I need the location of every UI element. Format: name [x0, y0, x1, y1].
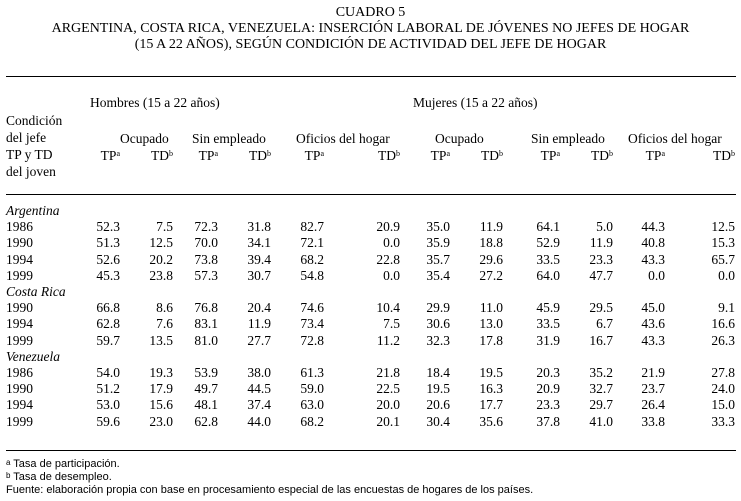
table-cell: 68.2 — [300, 413, 324, 429]
table-cell: 70.0 — [194, 235, 218, 251]
table-cell: 20.4 — [247, 300, 271, 316]
table-cell: 48.1 — [194, 397, 218, 413]
table-cell: 19.5 — [479, 365, 503, 380]
footnote-b-text: Tasa de desempleo. — [10, 471, 112, 483]
td-header — [133, 148, 173, 163]
table-cell: 0.0 — [383, 267, 400, 283]
table-cell: 15.0 — [711, 397, 735, 413]
table-cell: 18.8 — [479, 235, 503, 251]
table-cell: 64.0 — [536, 267, 560, 283]
table-cell: 72.1 — [300, 235, 324, 251]
table-cell: 30.4 — [426, 413, 450, 429]
tp-footnote-mark: a — [446, 149, 450, 158]
table-cell: 7.5 — [156, 219, 173, 235]
table-cell: 57.3 — [194, 267, 218, 283]
footnote-a-text: Tasa de participación. — [10, 458, 120, 470]
header-rule — [6, 194, 736, 195]
td-footnote-mark: b — [169, 149, 173, 158]
table-cell: 54.0 — [96, 365, 120, 380]
table-cell: 59.6 — [96, 413, 120, 429]
table-cell: 20.2 — [149, 251, 173, 267]
table-cell: 62.8 — [194, 413, 218, 429]
table-cell: 16.7 — [589, 332, 613, 348]
table-cell: 23.7 — [641, 381, 665, 397]
table-subtitle: (15 A 22 AÑOS), SEGÚN CONDICIÓN DE ACTIVIDAD DEL JEFE DE HOGAR — [134, 37, 607, 52]
td-label: TD — [378, 148, 396, 163]
table-cell: 35.2 — [589, 365, 613, 380]
table-cell: 81.0 — [194, 332, 218, 348]
table-cell: 11.2 — [376, 332, 400, 348]
table-cell: 21.8 — [376, 365, 400, 380]
table-cell: 15.6 — [149, 397, 173, 413]
row-year: 1999 — [6, 413, 33, 429]
table-cell: 32.7 — [589, 381, 613, 397]
table-cell: 61.3 — [300, 365, 324, 380]
td-header — [695, 148, 735, 163]
men-condition-household: Oficios del hogar — [296, 131, 390, 146]
table-cell: 29.9 — [426, 300, 450, 316]
table-cell: 27.7 — [247, 332, 271, 348]
footnote-a-mark: a — [6, 458, 11, 467]
table-cell: 74.6 — [300, 300, 324, 316]
table-cell: 35.7 — [426, 251, 450, 267]
table-cell: 23.8 — [149, 267, 173, 283]
table-cell: 45.3 — [96, 267, 120, 283]
table-cell: 23.0 — [149, 413, 173, 429]
td-label: TD — [151, 148, 169, 163]
table-cell: 33.3 — [711, 413, 735, 429]
table-cell: 13.5 — [149, 332, 173, 348]
td-header — [573, 148, 613, 163]
table-cell: 17.8 — [479, 332, 503, 348]
td-label: TD — [481, 148, 499, 163]
table-cell: 29.6 — [479, 251, 503, 267]
table-cell: 62.8 — [96, 316, 120, 332]
table-cell: 29.5 — [589, 300, 613, 316]
table-cell: 30.6 — [426, 316, 450, 332]
table-cell: 35.0 — [426, 219, 450, 235]
table-cell: 41.0 — [589, 413, 613, 429]
tp-label: TP — [100, 148, 117, 163]
td-footnote-mark: b — [267, 149, 271, 158]
stub-header-line2: del jefe — [6, 130, 47, 145]
table-cell: 45.0 — [641, 300, 665, 316]
table-cell: 59.7 — [96, 332, 120, 348]
group-header-men: Hombres (15 a 22 años) — [90, 95, 220, 110]
td-label: TD — [591, 148, 609, 163]
table-cell: 35.9 — [426, 235, 450, 251]
td-header — [360, 148, 400, 163]
td-footnote-mark: b — [609, 149, 613, 158]
men-condition-unemployed: Sin empleado — [192, 131, 266, 146]
table-cell: 43.6 — [641, 316, 665, 332]
table-cell: 53.0 — [96, 397, 120, 413]
table-cell: 10.4 — [376, 300, 400, 316]
table-cell: 11.0 — [479, 300, 503, 316]
tp-footnote-mark: a — [556, 149, 560, 158]
tp-header — [284, 148, 324, 163]
table-cell: 6.7 — [596, 316, 613, 332]
row-year: 1999 — [6, 332, 33, 348]
table-cell: 44.0 — [247, 413, 271, 429]
table-cell: 73.8 — [194, 251, 218, 267]
table-cell: 22.5 — [376, 381, 400, 397]
table-cell: 12.5 — [149, 235, 173, 251]
row-year: 1994 — [6, 316, 33, 332]
table-cell: 20.3 — [536, 365, 560, 380]
table-cell: 45.9 — [536, 300, 560, 316]
tp-label: TP — [540, 148, 557, 163]
women-condition-household: Oficios del hogar — [628, 131, 722, 146]
table-cell: 51.2 — [96, 381, 120, 397]
country-heading: Costa Rica — [6, 284, 66, 299]
footnote-b — [6, 471, 112, 484]
table-cell: 11.9 — [589, 235, 613, 251]
td-header — [231, 148, 271, 163]
table-cell: 51.3 — [96, 235, 120, 251]
td-footnote-mark: b — [396, 149, 400, 158]
top-rule — [6, 76, 736, 77]
table-cell: 43.3 — [641, 251, 665, 267]
country-heading: Argentina — [6, 203, 60, 218]
table-cell: 32.3 — [426, 332, 450, 348]
men-condition-occupied: Ocupado — [120, 131, 169, 146]
table-cell: 34.1 — [247, 235, 271, 251]
table-cell: 16.3 — [479, 381, 503, 397]
table-cell: 59.0 — [300, 381, 324, 397]
row-year: 1990 — [6, 235, 33, 251]
tp-footnote-mark: a — [320, 149, 324, 158]
td-footnote-mark: b — [499, 149, 503, 158]
table-cell: 9.1 — [718, 300, 735, 316]
table-cell: 49.7 — [194, 381, 218, 397]
women-condition-occupied: Ocupado — [435, 131, 484, 146]
tp-footnote-mark: a — [116, 149, 120, 158]
stub-header-line3: TP y TD — [6, 147, 53, 162]
table-cell: 83.1 — [194, 316, 218, 332]
table-cell: 26.3 — [711, 332, 735, 348]
table-cell: 35.4 — [426, 267, 450, 283]
table-cell: 82.7 — [300, 219, 324, 235]
table-title: ARGENTINA, COSTA RICA, VENEZUELA: INSERCIÓN LABORAL DE JÓVENES NO JEFES DE HOGAR — [51, 21, 690, 36]
table-cell: 72.3 — [194, 219, 218, 235]
table-cell: 21.9 — [641, 365, 665, 380]
row-year: 1994 — [6, 397, 33, 413]
table-number: CUADRO 5 — [335, 5, 406, 20]
table-cell: 66.8 — [96, 300, 120, 316]
table-cell: 5.0 — [596, 219, 613, 235]
table-cell: 23.3 — [589, 251, 613, 267]
table-cell: 30.7 — [247, 267, 271, 283]
table-cell: 43.3 — [641, 332, 665, 348]
tp-header — [80, 148, 120, 163]
table-cell: 40.8 — [641, 235, 665, 251]
table-cell: 7.6 — [156, 316, 173, 332]
table-cell: 29.7 — [589, 397, 613, 413]
table-cell: 33.5 — [536, 251, 560, 267]
table-cell: 52.9 — [536, 235, 560, 251]
table-cell: 18.4 — [426, 365, 450, 380]
tp-header — [625, 148, 665, 163]
table-cell: 13.0 — [479, 316, 503, 332]
stub-header-line4: del joven — [6, 164, 56, 179]
tp-header — [178, 148, 218, 163]
table-cell: 35.6 — [479, 413, 503, 429]
table-cell: 19.5 — [426, 381, 450, 397]
table-cell: 63.0 — [300, 397, 324, 413]
table-cell: 11.9 — [247, 316, 271, 332]
table-cell: 26.4 — [641, 397, 665, 413]
table-cell: 12.5 — [711, 219, 735, 235]
table-cell: 44.3 — [641, 219, 665, 235]
table-cell: 37.4 — [247, 397, 271, 413]
table-cell: 33.5 — [536, 316, 560, 332]
table-cell: 22.8 — [376, 251, 400, 267]
table-cell: 33.8 — [641, 413, 665, 429]
row-year: 1986 — [6, 219, 33, 235]
table-cell: 20.1 — [376, 413, 400, 429]
table-cell: 37.8 — [536, 413, 560, 429]
td-header — [463, 148, 503, 163]
table-cell: 20.9 — [376, 219, 400, 235]
table-cell: 20.6 — [426, 397, 450, 413]
table-cell: 20.9 — [536, 381, 560, 397]
women-condition-unemployed: Sin empleado — [531, 131, 605, 146]
table-cell: 38.0 — [247, 365, 271, 380]
table-cell: 53.9 — [194, 365, 218, 380]
country-heading: Venezuela — [6, 348, 60, 364]
table-cell: 16.6 — [711, 316, 735, 332]
table-cell: 11.9 — [479, 219, 503, 235]
table-cell: 64.1 — [536, 219, 560, 235]
tp-label: TP — [430, 148, 447, 163]
table-cell: 76.8 — [194, 300, 218, 316]
footnote-b-mark: b — [6, 471, 11, 480]
table-cell: 65.7 — [711, 251, 735, 267]
row-year: 1990 — [6, 300, 33, 316]
table-cell: 0.0 — [648, 267, 665, 283]
table-cell: 52.6 — [96, 251, 120, 267]
table-cell: 20.0 — [376, 397, 400, 413]
stub-header-line1: Condición — [6, 113, 63, 128]
td-label: TD — [713, 148, 731, 163]
row-year: 1990 — [6, 381, 33, 397]
td-label: TD — [249, 148, 267, 163]
table-cell: 0.0 — [718, 267, 735, 283]
table-cell: 31.8 — [247, 219, 271, 235]
tp-footnote-mark: a — [661, 149, 665, 158]
tp-label: TP — [198, 148, 215, 163]
table-cell: 17.9 — [149, 381, 173, 397]
table-cell: 73.4 — [300, 316, 324, 332]
table-cell: 8.6 — [156, 300, 173, 316]
table-cell: 68.2 — [300, 251, 324, 267]
tp-label: TP — [645, 148, 662, 163]
tp-footnote-mark: a — [214, 149, 218, 158]
table-cell: 54.8 — [300, 267, 324, 283]
table-cell: 23.3 — [536, 397, 560, 413]
group-header-women: Mujeres (15 a 22 años) — [413, 95, 538, 110]
table-cell: 19.3 — [149, 365, 173, 380]
tp-header — [520, 148, 560, 163]
table-cell: 27.2 — [479, 267, 503, 283]
row-year: 1986 — [6, 365, 33, 380]
table-cell: 0.0 — [383, 235, 400, 251]
table-cell: 17.7 — [479, 397, 503, 413]
row-year: 1999 — [6, 267, 33, 283]
tp-label: TP — [304, 148, 321, 163]
footnote-a — [6, 458, 120, 471]
table-cell: 15.3 — [711, 235, 735, 251]
table-cell: 47.7 — [589, 267, 613, 283]
table-cell: 31.9 — [536, 332, 560, 348]
table-cell: 39.4 — [247, 251, 271, 267]
table-cell: 7.5 — [383, 316, 400, 332]
row-year: 1994 — [6, 251, 33, 267]
table-cell: 44.5 — [247, 381, 271, 397]
table-cell: 52.3 — [96, 219, 120, 235]
table-cell: 27.8 — [711, 365, 735, 380]
table-cell: 24.0 — [711, 381, 735, 397]
source-note: Fuente: elaboración propia con base en procesamiento especial de las encuestas de hogares de los países. — [6, 484, 534, 496]
table-cell: 72.8 — [300, 332, 324, 348]
bottom-rule — [6, 450, 736, 451]
tp-header — [410, 148, 450, 163]
td-footnote-mark: b — [731, 149, 735, 158]
